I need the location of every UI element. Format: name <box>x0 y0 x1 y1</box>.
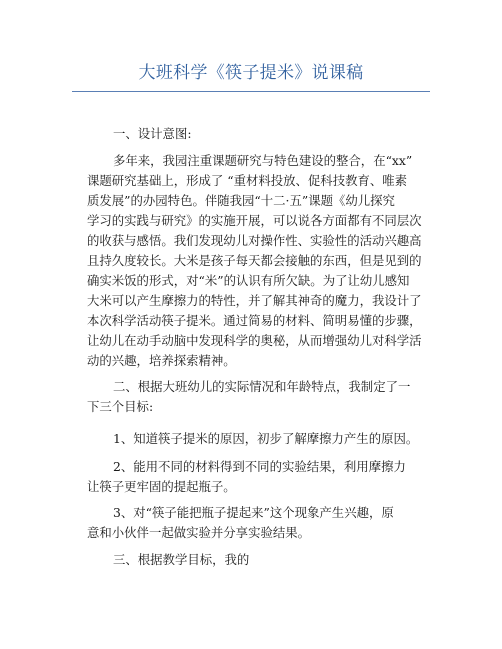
text-line: 让幼儿在动手动脑中发现科学的奥秘，从而增强幼儿对科学活 <box>87 333 422 348</box>
paragraph-goal-3 <box>87 503 447 543</box>
text-line: 下三个目标: <box>87 399 154 414</box>
text-line: 2、能用不同的材料得到不同的实验结果，利用摩擦力 <box>113 459 406 474</box>
text-line: 二、根据大班幼儿的实际情况和年龄特点，我制定了一 <box>113 379 411 394</box>
text-line: 的收获与感悟。我们发现幼儿对操作性、实验性的活动兴趣高 <box>87 233 422 248</box>
text-line: 让筷子更牢固的提起瓶子。 <box>87 479 236 494</box>
paragraph-design-intent-body <box>87 151 447 371</box>
text-line: 三、根据教学目标，我的 <box>113 552 250 567</box>
text-line: 确实米饭的形式，对“米”的认识有所欠缺。为了让幼儿感知 <box>87 273 410 288</box>
paragraph-goal-1 <box>87 429 447 449</box>
text-line: 课题研究基础上，形成了 “重材料投放、促科技教育、唯素 <box>87 173 408 188</box>
text-line: 且持久度较长。大米是孩子每天都会接触的东西，但是见到的 <box>87 253 422 268</box>
paragraph-design-intent-heading <box>87 124 447 144</box>
text-line: 意和小伙伴一起做实验并分享实验结果。 <box>87 525 311 540</box>
text-line: 质发展”的办园特色。伴随我园“十二·五”课题《幼儿探究 <box>87 193 395 208</box>
text-line: 大米可以产生摩擦力的特性，并了解其神奇的魔力，我设计了 <box>87 293 422 308</box>
text-line: 本次科学活动筷子提米。通过简易的材料、简明易懂的步骤， <box>87 313 422 328</box>
paragraph-goals-intro <box>87 377 447 417</box>
text-line: 学习的实践与研究》的实施开展，可以说各方面都有不同层次 <box>87 213 422 228</box>
text-line: 3、对“筷子能把瓶子提起来”这个现象产生兴趣，原 <box>113 505 394 520</box>
text-line: 多年来，我园注重课题研究与特色建设的整合，在“xx” <box>113 153 413 168</box>
title-underline <box>72 91 430 92</box>
paragraph-teaching-goals <box>87 550 447 570</box>
paragraph-goal-2 <box>87 457 447 497</box>
text-line: 一、设计意图: <box>113 126 192 141</box>
text-line: 动的兴趣，培养探索精神。 <box>87 353 236 368</box>
text-line: 1、知道筷子提米的原因，初步了解摩擦力产生的原因。 <box>113 431 419 446</box>
document-title: 大班科学《筷子提米》说课稿 <box>138 63 364 83</box>
